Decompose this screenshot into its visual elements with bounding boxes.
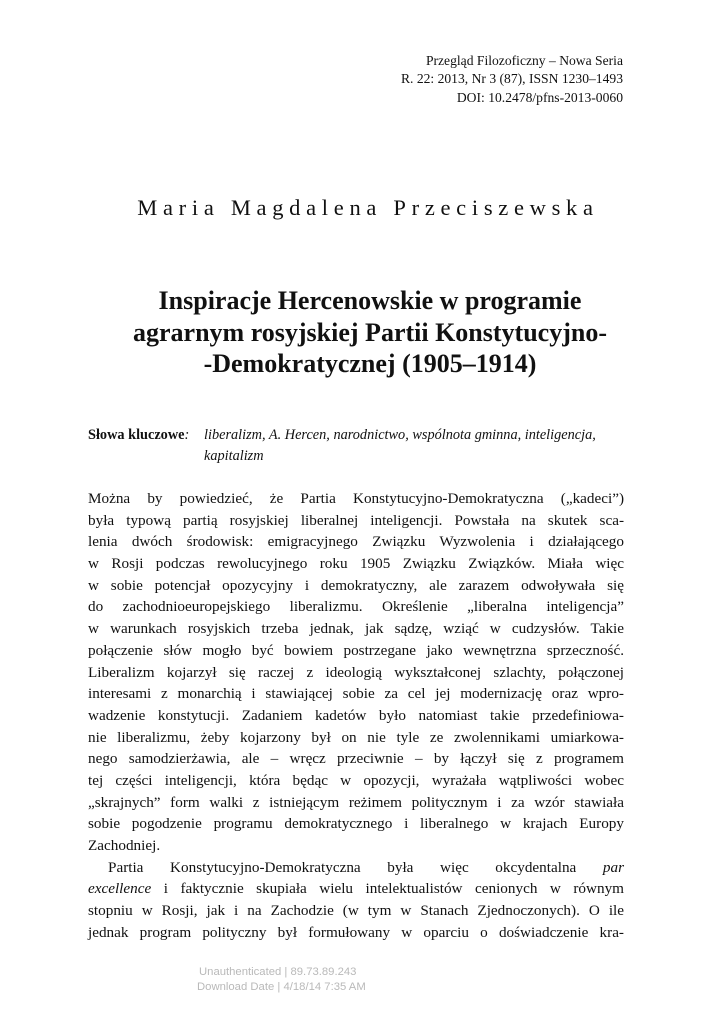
keywords-list <box>204 425 634 467</box>
body-line: do zachodnioeuropejskiego liberalizmu. Określenie „liberalna inteligencja” <box>88 598 624 616</box>
body-line: połączenie słów mogło być bowiem postrzegane jako wewnętrzna sprzeczność. <box>88 641 624 659</box>
body-line: Zachodniej. <box>88 837 161 854</box>
journal-name: Przegląd Filozoficzny – Nowa Seria <box>425 53 623 68</box>
italic-phrase: par <box>602 858 624 876</box>
keywords-label <box>88 425 189 446</box>
italic-phrase: excellence <box>88 880 152 898</box>
body-line: interesami z monarchią i stawiającej sobie za cel jej modernizację oraz wpro- <box>88 685 624 703</box>
title-line: -Demokratycznej (1905–1914) <box>203 349 537 378</box>
body-line: sobie pogodzenie programu demokratycznego i liberalnego w krajach Europy <box>88 815 624 833</box>
body-line: lenia dwóch środowisk: emigracyjnego Związku Wyzwolenia i działającego <box>88 533 624 551</box>
body-line <box>88 878 624 900</box>
body-line: była typową partią rosyjskiej liberalnej inteligencji. Powstała na skutek sca- <box>88 511 624 529</box>
body-text-run: Partia Konstytucyjno-Demokratyczna była więc okcydentalna <box>108 858 603 876</box>
paragraph-2 <box>88 857 624 944</box>
body-line: tej części inteligencji, która będąc w opozycji, wyrażała wątpliwości wobec <box>88 771 624 789</box>
author-name: Maria Magdalena Przeciszewska <box>137 195 599 220</box>
article-body <box>88 488 624 943</box>
body-line: Liberalizm kojarzył się raczej z ideologią wykształconej szlachty, połączonej <box>88 663 624 681</box>
body-line: w warunkach rosyjskich trzeba jednak, jak sądzę, wziąć w cudzysłów. Takie <box>88 620 624 638</box>
keywords-label-text: Słowa kluczowe <box>88 427 185 443</box>
body-line: Można by powiedzieć, że Partia Konstytucyjno-Demokratyczna („kadeci”) <box>88 490 624 507</box>
body-line: w Rosji podczas rewolucyjnego roku 1905 Związku Związków. Miała więc <box>88 555 624 573</box>
article-title <box>70 285 670 380</box>
journal-header <box>401 52 623 107</box>
title-line: Inspiracje Hercenowskie w programie <box>158 286 582 315</box>
body-text-run: i faktycznie skupiała wielu intelektualistów cenionych w równym <box>151 880 624 898</box>
download-watermark <box>0 965 720 994</box>
watermark-line: Unauthenticated | 89.73.89.243 <box>199 966 357 978</box>
body-line: stopniu w Rosji, jak i na Zachodzie (w tym w Stanach Zjednoczonych). O ile <box>88 902 624 920</box>
body-line: nie liberalizmu, żeby kojarzony był on nie tyle ze zwolennikami umiarkowa- <box>88 728 624 746</box>
keywords-line: liberalizm, A. Hercen, narodnictwo, wspólnota gminna, inteligencja, <box>204 427 596 443</box>
watermark-line: Download Date | 4/18/14 7:35 AM <box>197 980 366 993</box>
journal-issue: R. 22: 2013, Nr 3 (87), ISSN 1230–1493 <box>400 71 623 87</box>
journal-doi: DOI: 10.2478/pfns-2013-0060 <box>456 89 623 105</box>
title-line: agrarnym rosyjskiej Partii Konstytucyjno- <box>133 317 607 347</box>
keywords-line: kapitalizm <box>204 448 264 464</box>
keywords-colon: : <box>184 427 190 443</box>
body-line: „skrajnych” form walki z istniejącym reżimem politycznym i za wzór stawiała <box>88 793 624 811</box>
body-line: nego samodzierżawia, ale – wręcz przeciwnie – by łączył się z programem <box>88 750 624 768</box>
body-line: w sobie potencjał opozycyjny i demokratyczny, ale zarazem odwoływała się <box>88 576 624 594</box>
paragraph-1 <box>88 488 624 857</box>
body-line: wadzenie konstytucji. Zadaniem kadetów było natomiast takie przedefiniowa- <box>88 706 624 724</box>
body-line <box>88 857 624 879</box>
body-line: jednak program polityczny był formułowany w oparciu o doświadczenie kra- <box>88 923 624 941</box>
